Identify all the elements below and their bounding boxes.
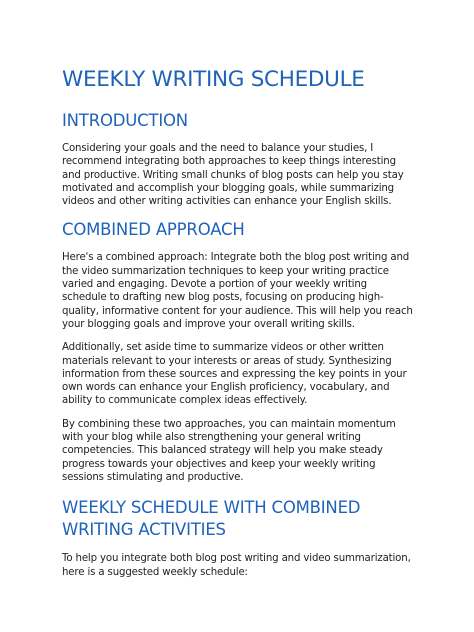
combined-approach-paragraph-1: Here's a combined approach: Integrate both the blog post writing and the video summarization techniques to keep your writing practice varied and engaging. Devote a portion of your weekly writing schedule to drafting new blog posts, focusing on producing high-quality, informative content for your audience. This will help you reach your blogging goals and improve your overall writing skills. — [62, 252, 413, 330]
introduction-paragraph: Considering your goals and the need to balance your studies, I recommend integrating both approaches to keep things interesting and productive. Writing small chunks of blog posts can help you stay motivated and accomplish your blogging goals, while summarizing videos and other writing activities can enhance your English skills. — [62, 143, 404, 208]
section-heading-introduction: INTRODUCTION — [62, 111, 188, 130]
combined-approach-paragraph-3: By combining these two approaches, you can maintain momentum with your blog while also strengthening your general writing competencies. This balanced strategy will help you make steady progress towards your objectives and keep your weekly writing sessions stimulating and productive. — [62, 418, 396, 483]
document-body — [62, 66, 414, 589]
document-title: WEEKLY WRITING SCHEDULE — [62, 67, 365, 92]
section-heading-weekly-schedule: WEEKLY SCHEDULE WITH COMBINED WRITING ACTIVITIES — [62, 498, 361, 540]
section-heading-combined-approach: COMBINED APPROACH — [62, 220, 245, 240]
weekly-schedule-paragraph: To help you integrate both blog post writing and video summarization, here is a suggested weekly schedule: — [62, 553, 411, 578]
combined-approach-paragraph-2: Additionally, set aside time to summarize videos or other written materials relevant to your interests or areas of study. Synthesizing information from these sources and expressing the key points in your own words can enhance your English proficiency, vocabulary, and ability to communicate complex ideas effectively. — [62, 342, 407, 407]
